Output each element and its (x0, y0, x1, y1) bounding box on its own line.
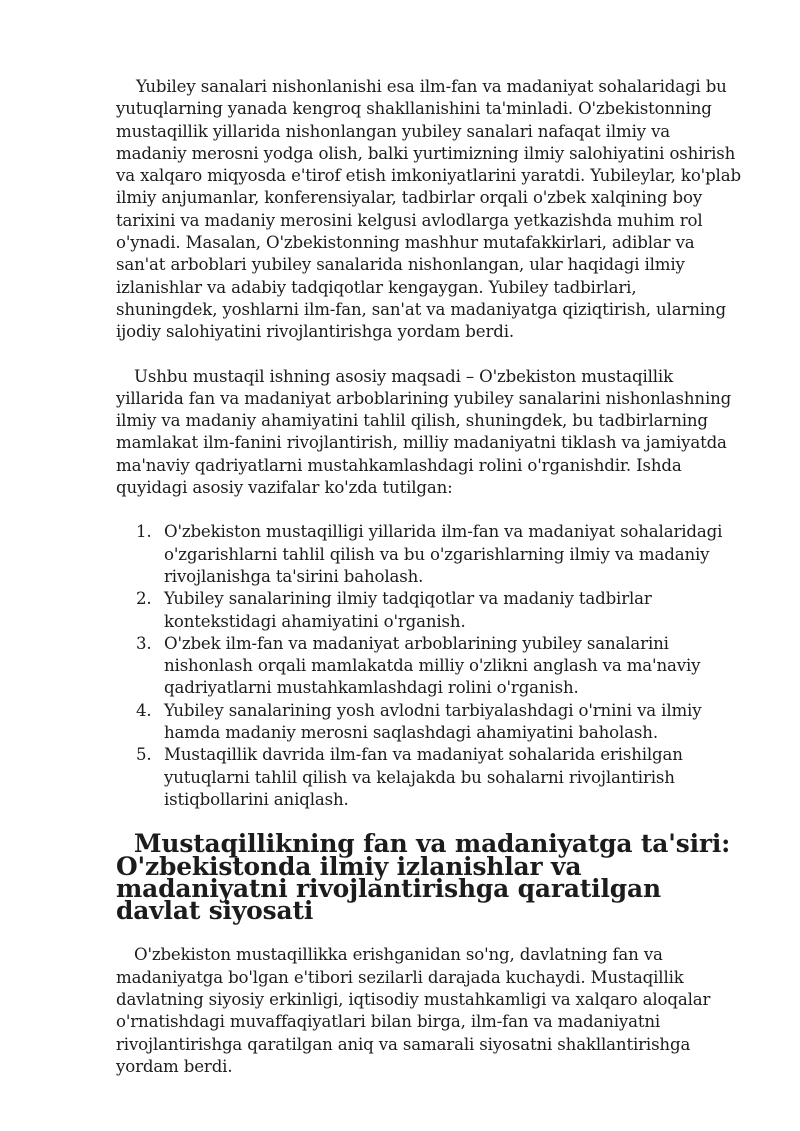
document-page (116, 76, 742, 1078)
list-item-number: 5. (136, 745, 152, 765)
list-item-number: 4. (136, 700, 152, 720)
goal-paragraph: Ushbu mustaqil ishning asosiy maqsadi – O'zbekiston mustaqillik yillarida fan va madaniyat arboblarining yubiley sanalarini nishonlashning ilmiy va madaniy ahamiyatini tahlil qilish, shuningdek, bu tadbirlarning mamlakat ilm-fanini rivojlantirish, milliy madaniyatni tiklash va jamiyatda ma'naviy qadriyatlarni mustahkamlashdagi rolini o'rganishdir. Ishda quyidagi asosiy vazifalar ko'zda tutilgan: (116, 366, 732, 498)
list-item (116, 521, 742, 588)
list-item-text: O'zbek ilm-fan va madaniyat arboblarining yubiley sanalarini nishonlash orqali mamlakatda milliy o'zlikni anglash va ma'naviy qadriyatlarni mustahkamlashdagi rolini o'rganish. (164, 633, 701, 698)
list-item-number: 2. (136, 589, 152, 609)
section-paragraph: O'zbekiston mustaqillikka erishganidan so'ng, davlatning fan va madaniyatga bo'lgan e'tibori sezilarli darajada kuchaydi. Mustaqillik davlatning siyosiy erkinligi, iqtisodiy mustahkamligi va xalqaro aloqalar o'rnatishdagi muvaffaqiyatlari bilan birga, ilm-fan va madaniyatni rivojlantirishga qaratilgan aniq va samarali siyosatni shakllantirishga yordam berdi. (116, 945, 711, 1076)
intro-paragraph: Yubiley sanalari nishonlanishi esa ilm-fan va madaniyat sohalaridagi bu yutuqlarning yanada kengroq shakllanishini ta'minladi. O'zbekistonning mustaqillik yillarida nishonlangan yubiley sanalari nafaqat ilmiy va madaniy merosni yodga olish, balki yurtimizning ilmiy salohiyatini oshirish va xalqaro miqyosda e'tirof etish imkoniyatlarini yaratdi. Yubileylar, ko'plab ilmiy anjumanlar, konferensiyalar, tadbirlar orqali o'zbek xalqining boy tarixini va madaniy merosini kelgusi avlodlarga yetkazishda muhim rol o'ynadi. Masalan, O'zbekistonning mashhur mutafakkirlari, adiblar va san'at arboblari yubiley sanalarida nishonlangan, ular haqidagi ilmiy izlanishlar va adabiy tadqiqotlar kengaygan. Yubiley tadbirlari, shuningdek, yoshlarni ilm-fan, san'at va madaniyatga qiziqtirish, ularning ijodiy salohiyatini rivojlantirishga yordam berdi. (116, 77, 741, 342)
list-item (116, 700, 742, 745)
tasks-list (116, 521, 742, 811)
list-item (116, 633, 742, 700)
list-item-text: Yubiley sanalarining yosh avlodni tarbiyalashdagi o'rnini va ilmiy hamda madaniy merosni saqlashdagi ahamiyatini baholash. (164, 700, 702, 743)
paragraph-spacer (116, 922, 742, 944)
list-item-text: O'zbekiston mustaqilligi yillarida ilm-fan va madaniyat sohalaridagi o'zgarishlarni tahlil qilish va bu o'zgarishlarning ilmiy va madaniy rivojlanishga ta'sirini baholash. (164, 522, 723, 586)
list-item (116, 744, 742, 811)
section-heading: Mustaqillikning fan va madaniyatga ta'siri: O'zbekistonda ilmiy izlanishlar va madaniyatni rivojlantirishga qaratilgan davlat siyosati (116, 829, 731, 926)
list-item-text: Mustaqillik davrida ilm-fan va madaniyat sohalarida erishilgan yutuqlarni tahlil qilish va kelajakda bu sohalarni rivojlantirish istiqbollarini aniqlash. (164, 745, 683, 809)
list-item-number: 1. (136, 522, 152, 542)
list-item-number: 3. (136, 633, 152, 653)
list-item (116, 588, 742, 633)
list-item-text: Yubiley sanalarining ilmiy tadqiqotlar va madaniy tadbirlar kontekstidagi ahamiyatini o'rganish. (164, 589, 652, 631)
paragraph-spacer (116, 499, 742, 521)
paragraph-spacer (116, 344, 742, 366)
